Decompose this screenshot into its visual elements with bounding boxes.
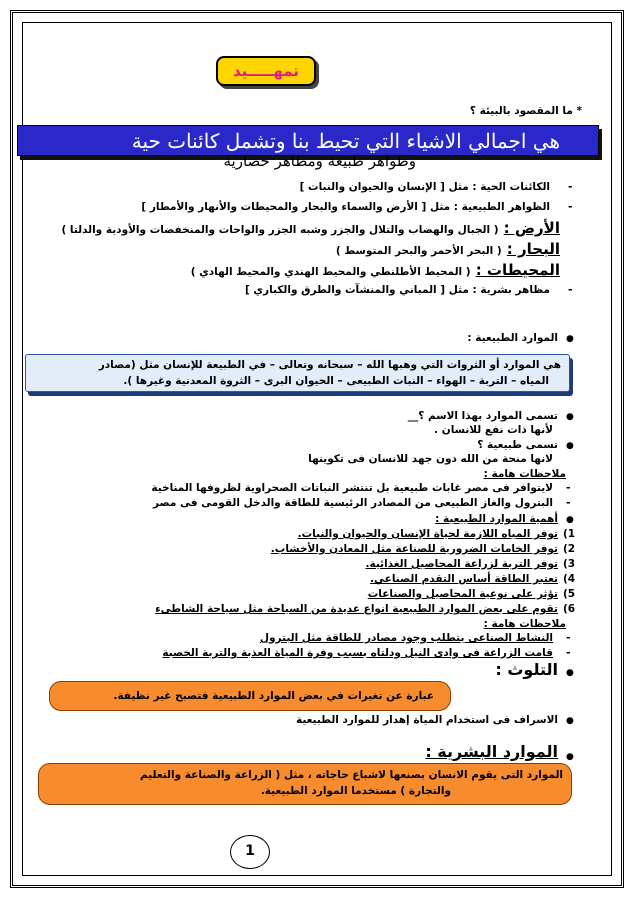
bullet-icon: ● (566, 334, 574, 344)
seas-text: ( البحر الأحمر والبحر المتوسط ) (335, 245, 502, 257)
dash-marker: - (566, 496, 571, 509)
resources-heading: الموارد الطبيعية : (467, 332, 558, 344)
question-environment: * ما المقصود بالبيئة ؟ (469, 105, 582, 117)
pollution-definition: عبارة عن تغيرات في بعض الموارد الطبيعية فتصبح غير نظيفة. (113, 690, 434, 702)
seas-label: البحار : (506, 240, 560, 258)
importance-num: (4 (563, 573, 576, 585)
oceans-line (191, 260, 560, 279)
importance-item: توفر التربة لزراعة المحاصيل الغذائية. (365, 558, 558, 570)
importance-item: توفر الخامات الضرورية للصناعة مثل المعادن والأخشاب. (270, 543, 558, 555)
bullet-icon: ● (566, 515, 574, 525)
bullet-icon: ● (566, 668, 574, 678)
earth-label: الأرض : (503, 219, 560, 237)
human-resources-box (38, 763, 572, 805)
note-item: لايتوافر فى مصر غابات طبيعية بل تنتشر النباتات الصحراوية لظروفها المناخية (151, 482, 553, 494)
importance-item: تعتبر الطاقة أساس التقدم الصناعي. (370, 573, 558, 585)
oceans-text: ( المحيط الأطلنطي والمحيط الهندي والمحيط الهادي ) (190, 266, 471, 278)
importance-num: (6 (563, 603, 576, 615)
page-number: 1 (230, 835, 270, 869)
note-item: النشاط الصناعى يتطلب وجود مصادر للطاقة مثل البترول (259, 632, 553, 644)
human-resources-line-2: والتجارة ) مستخدما الموارد الطبيعية. (260, 785, 451, 797)
dash-marker: - (568, 283, 573, 296)
oceans-label: المحيطات : (475, 261, 560, 279)
importance-item: تقوم على بعض الموارد الطبيعية انواع عديدة من السياحة مثل سياحة الشاطىء (155, 603, 558, 615)
dash-marker: - (566, 646, 571, 659)
human-resources-line-1: الموارد التى يقوم الانسان بصنعها لاشباع حاجاته ، مثل ( الزراعة والصناعة والتعليم (140, 769, 563, 781)
importance-num: (1 (563, 528, 576, 540)
importance-heading: أهمية الموارد الطبيعية : (435, 513, 558, 525)
bullet-icon: ● (566, 412, 574, 422)
banner-line-1: هي اجمالي الاشياء التي تحيط بنا وتشمل كائنات حية (131, 129, 560, 153)
resources-definition-box (25, 354, 570, 392)
bullet-icon: ● (566, 752, 574, 762)
importance-item: تؤثر على نوعية المحاصيل والصناعات (367, 588, 558, 600)
natural-phenomena: الظواهر الطبيعية : مثل [ الأرض والسماء والبحار والمحيطات والأنهار والأمطار ] (141, 201, 550, 213)
notes-heading-1: ملاحظات هامة : (483, 468, 566, 480)
bullet-icon: ● (566, 716, 574, 726)
naming-question: تسمى الموارد بهذا الاسم ؟__ (407, 410, 558, 422)
earth-line (61, 218, 560, 237)
dash-marker: - (566, 481, 571, 494)
note-item: البترول والغاز الطبيعى من المصادر الرئيسية للطاقة والدخل القومى فى مصر (152, 497, 553, 509)
naming-answer: لأنها ذات نفع للانسان . (434, 424, 553, 436)
seas-line (336, 239, 560, 258)
resources-def-line-1: هي الموارد أو الثروات التي وهبها الله – سبحانه وتعالى – في الطبيعة للإنسان مثل (مصادر (98, 359, 561, 371)
banner-line-2: وظواهر طبيعة ومظاهر حضارية (223, 152, 416, 170)
pollution-definition-box (49, 681, 451, 711)
dash-marker: - (566, 631, 571, 644)
title-box (216, 56, 316, 86)
pollution-heading: التلوث : (495, 660, 558, 679)
earth-text: ( الجبال والهضاب والتلال والجزر وشبه الجزر والواحات والمنخفضات والأودية والدلتا ) (61, 224, 499, 236)
human-features: مظاهر بشرية : مثل [ المباني والمنشآت والطرق والكباري ] (244, 284, 550, 296)
naming-question-2: تسمى طبيعية ؟ (477, 439, 558, 451)
human-resources-heading: الموارد البشرية : (425, 742, 558, 761)
resources-def-line-2: المياه – التربة – الهواء – النبات الطبيعى – الحيوان البرى – الثروة المعدنية وغيرها ). (123, 375, 549, 387)
importance-item: توفر المياه اللازمة لحياة الإنسان والحيوان والنبات. (297, 528, 558, 540)
water-waste-note: الاسراف فى استخدام المياة إهدار للموارد الطبيعية (295, 714, 558, 726)
page-title: تمهـــــيد (232, 62, 299, 80)
importance-num: (3 (563, 558, 576, 570)
living-beings: الكائنات الحية : مثل [ الإنسان والحيوان والنبات ] (299, 181, 550, 193)
dash-marker: - (568, 200, 573, 213)
notes-heading-2: ملاحظات هامة : (483, 618, 566, 630)
dash-marker: - (568, 180, 573, 193)
importance-num: (2 (563, 543, 576, 555)
importance-num: (5 (563, 588, 576, 600)
note-item: قامت الزراعة فى وادى النيل ودلتاه بسبب وفرة المياة العذبة والتربة الخصبة (162, 647, 553, 659)
naming-answer-2: لانها منحة من الله دون جهد للانسان فى تكوينها (308, 453, 553, 465)
bullet-icon: ● (566, 441, 574, 451)
